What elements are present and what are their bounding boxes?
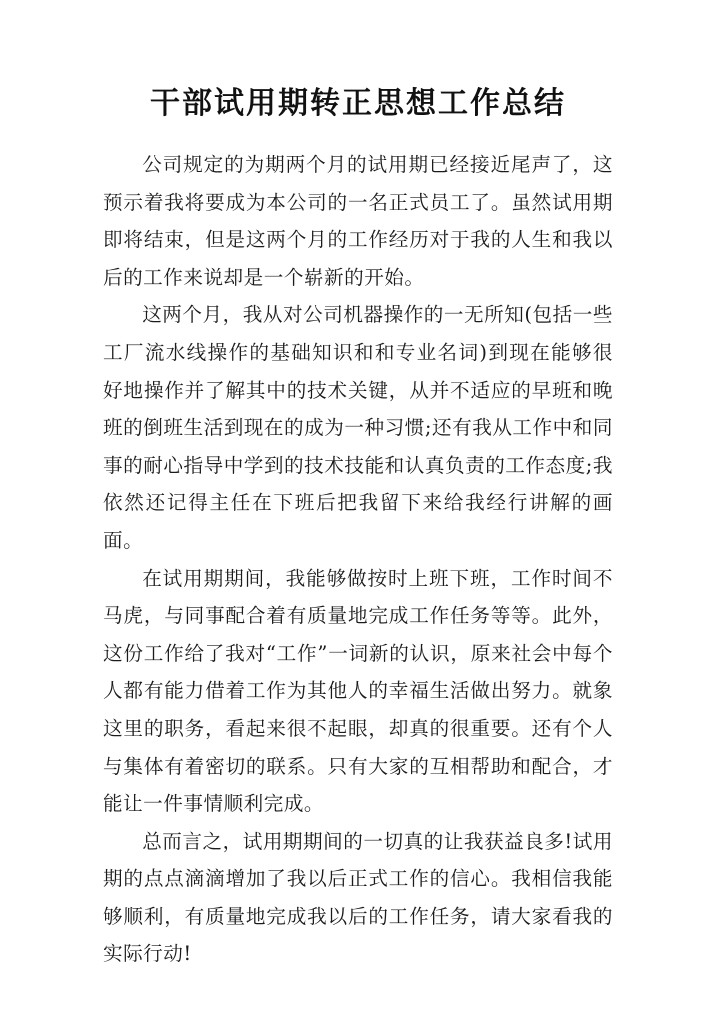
document-content — [103, 84, 613, 973]
document-title: 干部试用期转正思想工作总结 — [150, 86, 566, 121]
paragraph-learning-experience: 这两个月，我从对公司机器操作的一无所知(包括一些工厂流水线操作的基础知识和和专业名词)到现在能够很好地操作并了解其中的技术关键，从并不适应的早班和晚班的倒班生活到现在的成为一种习惯;还有我从工作中和同事的耐心指导中学到的技术技能和认真负责的工作态度;我依然还记得主任在下班后把我留下来给我经行讲解的画面。 — [103, 303, 613, 552]
paragraph-intro: 公司规定的为期两个月的试用期已经接近尾声了，这预示着我将要成为本公司的一名正式员工了。虽然试用期即将结束，但是这两个月的工作经历对于我的人生和我以后的工作来说却是一个崭新的开始。 — [103, 153, 613, 289]
paragraph-work-attitude: 在试用期期间，我能够做按时上班下班，工作时间不马虎，与同事配合着有质量地完成工作任务等等。此外，这份工作给了我对“工作”一词新的认识，原来社会中每个人都有能力借着工作为其他人的幸福生活做出努力。就象这里的职务，看起来很不起眼，却真的很重要。还有个人与集体有着密切的联系。只有大家的互相帮助和配合，才能让一件事情顺利完成。 — [103, 566, 613, 816]
paragraph-conclusion: 总而言之，试用期期间的一切真的让我获益良多!试用期的点点滴滴增加了我以后正式工作的信心。我相信我能够顺利，有质量地完成我以后的工作任务，请大家看我的实际行动! — [103, 829, 613, 966]
